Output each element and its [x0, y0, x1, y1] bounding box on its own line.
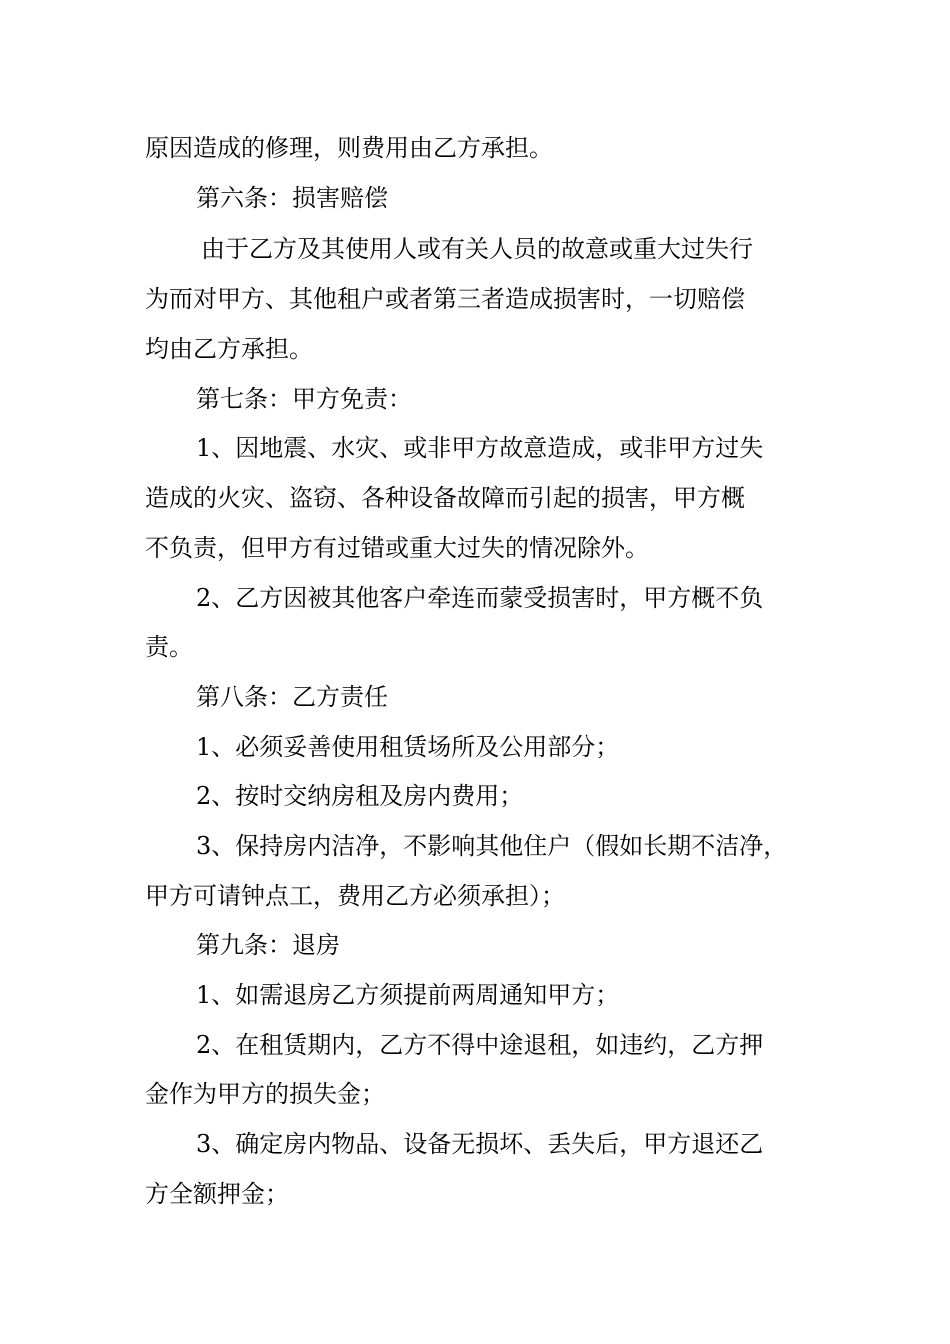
- article-heading: 第七条：甲方免责：: [196, 385, 412, 413]
- text-line: 2、乙方因被其他客户牵连而蒙受损害时，甲方概不负: [196, 584, 764, 612]
- text-line: 1、因地震、水灾、或非甲方故意造成，或非甲方过失: [196, 434, 764, 462]
- text-line: 甲方可请钟点工，费用乙方必须承担）；: [145, 882, 565, 910]
- article-heading: 第八条：乙方责任: [196, 683, 388, 711]
- text-line: 2、按时交纳房租及房内费用；: [196, 782, 524, 810]
- text-line: 方全额押金；: [145, 1180, 289, 1208]
- article-heading: 第九条：退房: [196, 931, 340, 959]
- text-line: 1、如需退房乙方须提前两周通知甲方；: [196, 981, 620, 1009]
- article-heading: 第六条：损害赔偿: [196, 184, 388, 212]
- text-line: 2、在租赁期内，乙方不得中途退租，如违约，乙方押: [196, 1031, 764, 1059]
- text-line: 1、必须妥善使用租赁场所及公用部分；: [196, 733, 620, 761]
- text-line: 原因造成的修理，则费用由乙方承担。: [145, 134, 553, 162]
- text-line: 金作为甲方的损失金；: [145, 1080, 385, 1108]
- text-line: 均由乙方承担。: [145, 335, 313, 363]
- text-line: 为而对甲方、其他租户或者第三者造成损害时，一切赔偿: [145, 285, 745, 313]
- text-line: 责。: [145, 633, 193, 661]
- text-line: 由于乙方及其使用人或有关人员的故意或重大过失行: [201, 235, 753, 263]
- text-line: 3、保持房内洁净，不影响其他住户（假如长期不洁净，: [196, 832, 788, 860]
- text-line: 不负责，但甲方有过错或重大过失的情况除外。: [145, 534, 649, 562]
- text-line: 3、确定房内物品、设备无损坏、丢失后，甲方退还乙: [196, 1130, 764, 1158]
- text-line: 造成的火灾、盗窃、各种设备故障而引起的损害，甲方概: [145, 484, 745, 512]
